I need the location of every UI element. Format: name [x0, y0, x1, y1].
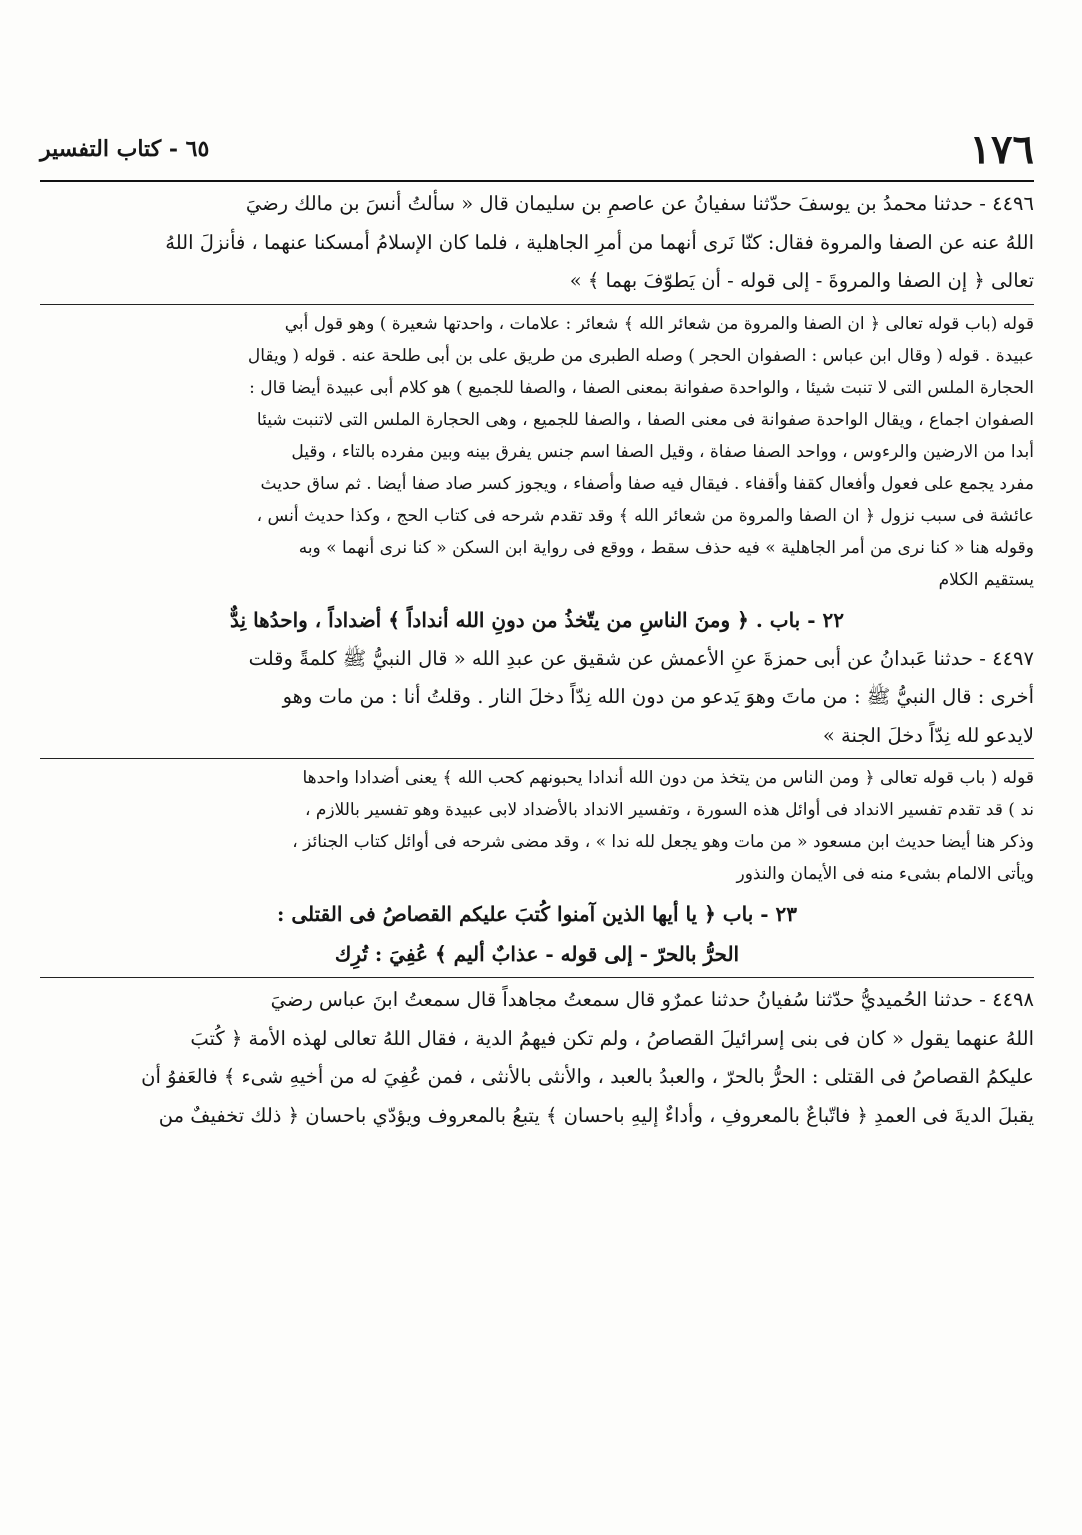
hadith-line: اللهُ عنه عن الصفا والمروة فقال: كنّا نَرى أنهما من أمرِ الجاهلية ، فلما كان الإسلامُ أمسكنا عنهما ، فأنزلَ اللهُ — [165, 230, 1034, 254]
page-content — [40, 185, 1034, 1135]
hadith-line: ٤٤٩٦ - حدثنا محمدُ بن يوسفَ حدّثنا سفيانُ عن عاصمِ بن سليمان قال « سألتُ أنسَ بن مالك رضيَ — [245, 192, 1034, 215]
commentary-line: يستقيم الكلام — [938, 569, 1034, 590]
hadith-line: تعالى ﴿ إن الصفا والمروةَ - إلى قوله - أن يَطوّفَ بهما ﴾ » — [569, 269, 1034, 292]
hadith-line: لايدعو لله نِدّاً دخلَ الجنة » — [822, 723, 1034, 747]
hadith-line: ٤٤٩٨ - حدثنا الحُميديُّ حدّثنا سُفيانُ حدثنا عمرٌو قال سمعتُ مجاهداً قال سمعتُ ابنَ عباس رضيَ — [270, 988, 1034, 1011]
commentary-line: مفرد يجمع على فعول وأفعال كقفا وأقفاء . فيقال فيه صفا وأصفاء ، ويجوز كسر صاد صفا أيضا . ثم ساق حديث — [260, 473, 1034, 494]
book-title: ٦٥ - كتاب التفسير — [40, 136, 210, 162]
hadith-line: ٤٤٩٧ - حدثنا عَبدانُ عن أبى حمزةَ عنِ الأعمش عن شقيق عن عبدِ الله « قال النبيُّ ﷺ كلمةً وقلت — [248, 646, 1034, 670]
commentary-line: ند ) قد تقدم تفسير الانداد فى أوائل هذه السورة ، وتفسير الانداد بالأضداد لابى عبيدة وهو تفسير باللازم ، — [304, 800, 1034, 820]
hadith-4498 — [40, 981, 1034, 1135]
commentary-line: وذكر هنا أيضا حديث ابن مسعود « من مات وهو يجعل لله ندا » ، وقد مضى شرحه فى أوائل كتاب الجنائز ، — [292, 832, 1034, 852]
commentary-line: أبدا من الارضين والرءوس ، وواحد الصفا صفاة ، وقيل الصفا اسم جنس يفرق بينه وبين مفرده بالتاء ، وقيل — [291, 441, 1034, 462]
commentary-line: الحجارة الملس التى لا تنبت شيئا ، والواحدة صفوانة بمعنى الصفا ، والصفا للجميع ) هو كلام أبى عبيدة أيضا قال : — [249, 377, 1034, 398]
hadith-line: أخرى : قال النبيُّ ﷺ : من ماتَ وهوَ يَدعو من دون الله نِدّاً دخلَ النار . وقلتُ أنا : من مات وهو — [282, 685, 1034, 708]
commentary-line: قوله (باب قوله تعالى ﴿ ان الصفا والمروة من شعائر الله ﴾ شعائر : علامات ، واحدتها شعيرة ) وهو قول أبي — [284, 313, 1034, 334]
divider — [40, 304, 1034, 305]
chapter-heading-23 — [40, 894, 1034, 974]
commentary-line: الصفوان اجماع ، ويقال الواحدة صفوانة فى معنى الصفا ، والصفا للجميع ، وهى الحجارة الملس التى لاتنبت شيئا — [256, 409, 1034, 430]
divider — [40, 977, 1034, 978]
hadith-line: عليكمُ القصاصُ فى القتلى : الحرُّ بالحرّ ، والعبدُ بالعبد ، والأنثى بالأنثى ، فمن عُفِيَ له من أخيهِ شىء ﴾ فالعَفوُ أن — [141, 1065, 1034, 1088]
commentary-line: ويأتى الالمام بشىء منه فى الأيمان والنذور — [736, 864, 1034, 884]
page-number: ١٧٦ — [969, 125, 1034, 173]
chapter-heading-22 — [40, 600, 1034, 640]
commentary-line: عائشة فى سبب نزول ﴿ ان الصفا والمروة من شعائر الله ﴾ وقد تقدم شرحه فى كتاب الحج ، وكذا حديث أنس ، — [256, 505, 1034, 526]
hadith-line: يقبلَ الديةَ فى العمدِ ﴿ فاتّباعٌ بالمعروفِ ، وأداءٌ إليهِ باحسان ﴾ يتبعُ بالمعروف ويؤدّي باحسان ﴿ ذلك تخفيفٌ من — [158, 1103, 1034, 1127]
hadith-4496 — [40, 185, 1034, 301]
commentary-4496 — [40, 308, 1034, 596]
hadith-line: اللهُ عنهما يقول « كان فى بنى إسرائيلَ القصاصُ ، ولم تكن فيهمُ الدية ، فقال اللهُ تعالى لهذه الأمة ﴿ كُتبَ — [190, 1026, 1034, 1050]
commentary-line: وقوله هنا « كنا نرى من أمر الجاهلية » فيه حذف سقط ، ووقع فى رواية ابن السكن « كنا نرى أنهما » وبه — [298, 537, 1034, 558]
commentary-line: عبيدة . قوله ( وقال ابن عباس : الصفوان الحجر ) وصله الطبرى من طريق على بن أبى طلحة عنه . قوله ( ويقال — [247, 345, 1034, 366]
commentary-line: قوله ( باب قوله تعالى ﴿ ومن الناس من يتخذ من دون الله أندادا يحبونهم كحب الله ﴾ يعنى أضدادا واحدها — [302, 768, 1034, 788]
chapter-line: ٢٣ - باب ﴿ يا أيها الذين آمنوا كُتبَ عليكم القصاصُ فى القتلى : — [277, 902, 797, 926]
divider — [40, 758, 1034, 759]
chapter-line: الحرُّ بالحرّ - إلى قوله - عذابٌ أليم ﴾ عُفِيَ : تُرِك — [334, 942, 740, 966]
commentary-4497 — [40, 762, 1034, 890]
chapter-line: ٢٢ - باب . ﴿ ومنَ الناسِ من يتّخذُ من دونِ الله أنداداً ﴾ أضداداً ، واحدُها نِدٌّ — [230, 607, 844, 632]
running-header — [40, 118, 1034, 182]
hadith-4497 — [40, 640, 1034, 756]
